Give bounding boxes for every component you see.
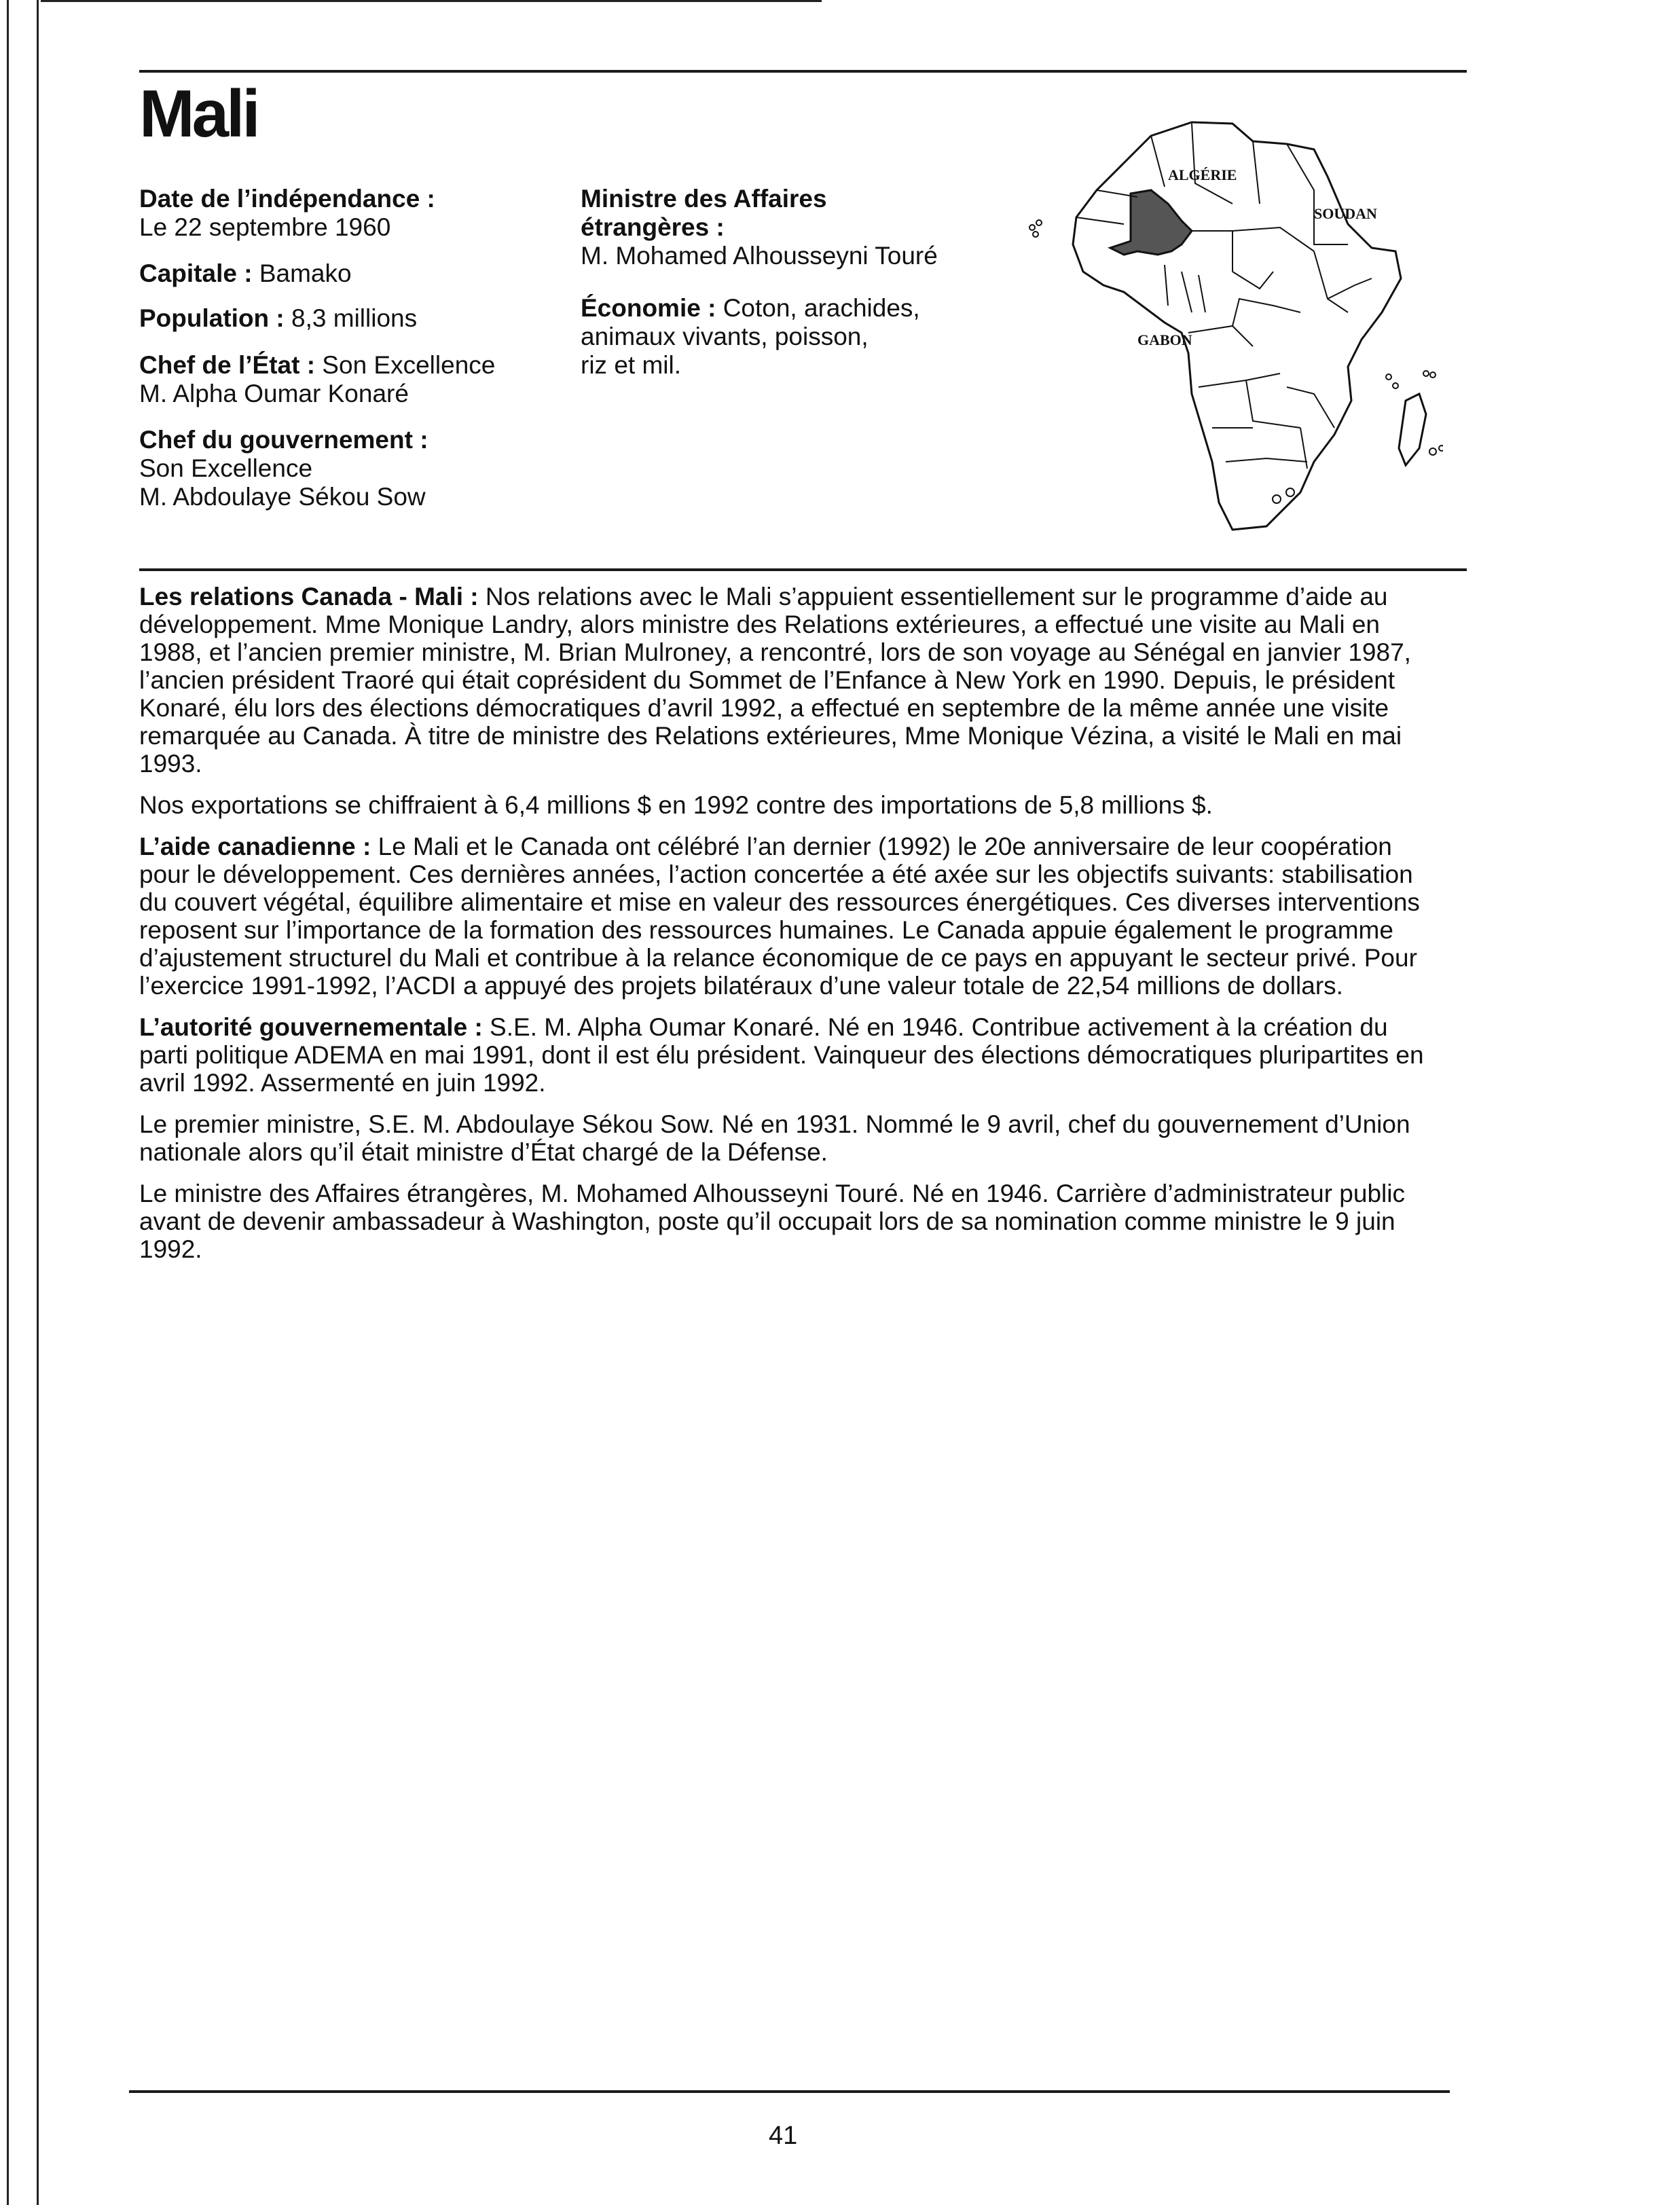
field-label: Économie : bbox=[581, 294, 716, 322]
paragraph-text: Le Mali et le Canada ont célébré l’an dernier (1992) le 20e anniversaire de leur coopération pour le développement. Ces dernières années, l’action concertée a été axée sur les objectifs suivants: stabilisation du couvert végétal, équilibre alimentaire et mise en valeur des ressources énergétiques. Ces diverses interventions reposent sur l’importance de la formation des ressources humaines. Le Canada appuie également le programme d’ajustement structurel du Mali et contribue à la relance économique de ce pays en appuyant le secteur privé. Pour l’exercice 1991-1992, l’ACDI a appuyé des projets bilatéraux d’une valeur totale de 22,54 millions de dollars. bbox=[139, 833, 1420, 1000]
paragraph-text: Le premier ministre, S.E. M. Abdoulaye Sékou Sow. Né en 1931. Nommé le 9 avril, chef du gouvernement d’Union nationale alors qu’il était ministre d’État chargé de la Défense. bbox=[139, 1110, 1410, 1166]
field-value: Son Excellence bbox=[315, 351, 496, 379]
map-label-soudan: SOUDAN bbox=[1314, 205, 1377, 222]
field-label: Ministre des Affaires bbox=[581, 185, 827, 213]
field-value-line2: M. Alpha Oumar Konaré bbox=[139, 380, 409, 407]
paragraph-text: Nos relations avec le Mali s’appuient essentiellement sur le programme d’aide au développement. Mme Monique Landry, alors ministre des Relations extérieures, a effectué une visite au Mali en 1988, et l’ancien premier ministre, M. Brian Mulroney, a rencontré, lors de son voyage au Sénégal en janvier 1987, l’ancien président Traoré qui était coprésident du Sommet de l’Enfance à New York en 1990. Depuis, le président Konaré, élu lors des élections démocratiques d’avril 1992, a effectué en septembre de la même année une visite remarquée au Canada. À titre de ministre des Relations extérieures, Mme Monique Vézina, a visité le Mali en mai 1993. bbox=[139, 583, 1411, 778]
paragraph-text: Le ministre des Affaires étrangères, M. Mohamed Alhousseyni Touré. Né en 1946. Carrière d’administrateur public avant de devenir ambassadeur à Washington, poste qu’il occupait lors de sa nomination comme ministre le 9 juin 1992. bbox=[139, 1180, 1405, 1263]
field-label: Capitale : bbox=[139, 259, 253, 287]
paragraph-foreign-minister bbox=[139, 1180, 1440, 1263]
field-label: Date de l’indépendance : bbox=[139, 185, 435, 213]
madagascar-shape bbox=[1399, 394, 1426, 465]
paragraph-heading: L’aide canadienne : bbox=[139, 833, 371, 860]
paragraph-heading: L’autorité gouvernementale : bbox=[139, 1013, 483, 1041]
field-head-of-government bbox=[139, 426, 428, 511]
binding-line bbox=[37, 0, 39, 2205]
field-capital bbox=[139, 259, 352, 288]
map-label-algeria: ALGÉRIE bbox=[1168, 166, 1237, 183]
field-value-line2: M. Abdoulaye Sékou Sow bbox=[139, 483, 426, 511]
field-label: Chef de l’État : bbox=[139, 351, 316, 379]
binding-edge bbox=[0, 0, 41, 2205]
field-value: 8,3 millions bbox=[284, 304, 418, 332]
paragraph-heading: Les relations Canada - Mali : bbox=[139, 583, 479, 611]
binding-line bbox=[7, 0, 9, 2205]
paragraph-text: Nos exportations se chiffraient à 6,4 millions $ en 1992 contre des importations de 5,8 millions $. bbox=[139, 791, 1213, 819]
field-value-line2: animaux vivants, poisson, bbox=[581, 323, 869, 350]
field-independence bbox=[139, 185, 435, 242]
field-value: M. Mohamed Alhousseyni Touré bbox=[581, 242, 938, 270]
field-population bbox=[139, 304, 417, 333]
paragraph-relations bbox=[139, 583, 1440, 778]
africa-outline bbox=[1073, 122, 1401, 530]
top-edge-line bbox=[41, 0, 822, 2]
map-label-gabon: GABON bbox=[1137, 331, 1192, 348]
field-label-line2: étrangères : bbox=[581, 213, 725, 241]
page-number: 41 bbox=[769, 2121, 798, 2150]
field-head-of-state bbox=[139, 351, 495, 408]
field-label: Population : bbox=[139, 304, 285, 332]
paragraph-text: S.E. M. Alpha Oumar Konaré. Né en 1946. Contribue activement à la création du parti politique ADEMA en mai 1991, dont il est élu président. Vainqueur des élections démocratiques pluripartites en avril 1992. Assermenté en juin 1992. bbox=[139, 1013, 1424, 1097]
paragraph-trade bbox=[139, 791, 1440, 819]
page-title: Mali bbox=[139, 76, 258, 151]
section-rule bbox=[139, 568, 1467, 571]
header-rule bbox=[139, 70, 1467, 73]
field-value: Le 22 septembre 1960 bbox=[139, 213, 391, 241]
footer-rule bbox=[129, 2090, 1450, 2093]
field-value: Bamako bbox=[252, 259, 352, 287]
paragraph-aid bbox=[139, 833, 1440, 1000]
field-value: Coton, arachides, bbox=[716, 294, 920, 322]
field-economy bbox=[581, 294, 920, 380]
field-foreign-minister bbox=[581, 185, 938, 270]
field-value-line3: riz et mil. bbox=[581, 351, 681, 379]
paragraph-prime-minister bbox=[139, 1110, 1440, 1166]
field-value: Son Excellence bbox=[139, 454, 313, 482]
africa-map bbox=[1029, 109, 1443, 543]
paragraph-authority bbox=[139, 1013, 1440, 1097]
field-label: Chef du gouvernement : bbox=[139, 426, 428, 454]
body-text bbox=[139, 583, 1440, 1277]
